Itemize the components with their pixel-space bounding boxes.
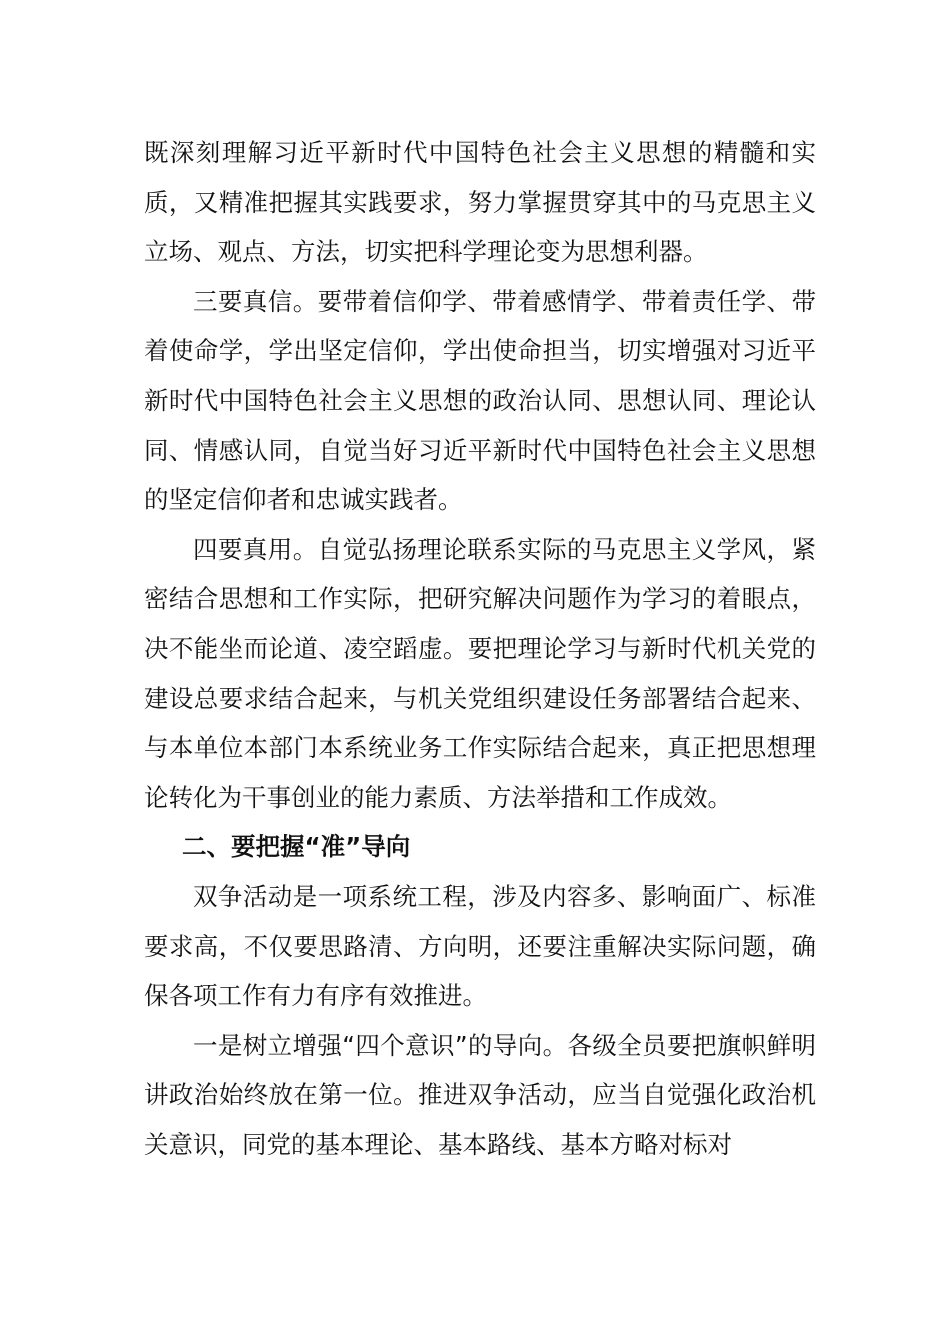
document-body (144, 128, 816, 1169)
paragraph-si-yao-zhen-yong: 四要真用。自觉弘扬理论联系实际的马克思主义学风，紧密结合思想和工作实际，把研究解决问题作为学习的着眼点，决不能坐而论道、凌空蹈虚。要把理论学习与新时代机关党的建设总要求结合起来，与机关党组织建设任务部署结合起来、与本单位本部门本系统业务工作实际结合起来，真正把思想理论转化为干事创业的能力素质、方法举措和工作成效。 (144, 534, 816, 812)
paragraph-san-yao-zhen-xin: 三要真信。要带着信仰学、带着感情学、带着责任学、带着使命学，学出坚定信仰，学出使命担当，切实增强对习近平新时代中国特色社会主义思想的政治认同、思想认同、理论认同、情感认同，自觉当好习近平新时代中国特色社会主义思想的坚定信仰者和忠诚实践者。 (144, 286, 816, 515)
paragraph-yi-shi-shu-li: 一是树立增强“四个意识”的导向。各级全员要把旗帜鲜明讲政治始终放在第一位。推进双争活动，应当自觉强化政治机关意识，同党的基本理论、基本路线、基本方略对标对 (144, 1030, 816, 1159)
section-heading: 二、要把握“准”导向 (182, 832, 411, 862)
paragraph-shuang-zheng-huo-dong: 双争活动是一项系统工程，涉及内容多、影响面广、标准要求高，不仅要思路清、方向明，还要注重解决实际问题，确保各项工作有力有序有效推进。 (144, 881, 816, 1011)
paragraph-continuation: 既深刻理解习近平新时代中国特色社会主义思想的精髓和实质，又精准把握其实践要求，努力掌握贯穿其中的马克思主义立场、观点、方法，切实把科学理论变为思想利器。 (144, 138, 816, 267)
